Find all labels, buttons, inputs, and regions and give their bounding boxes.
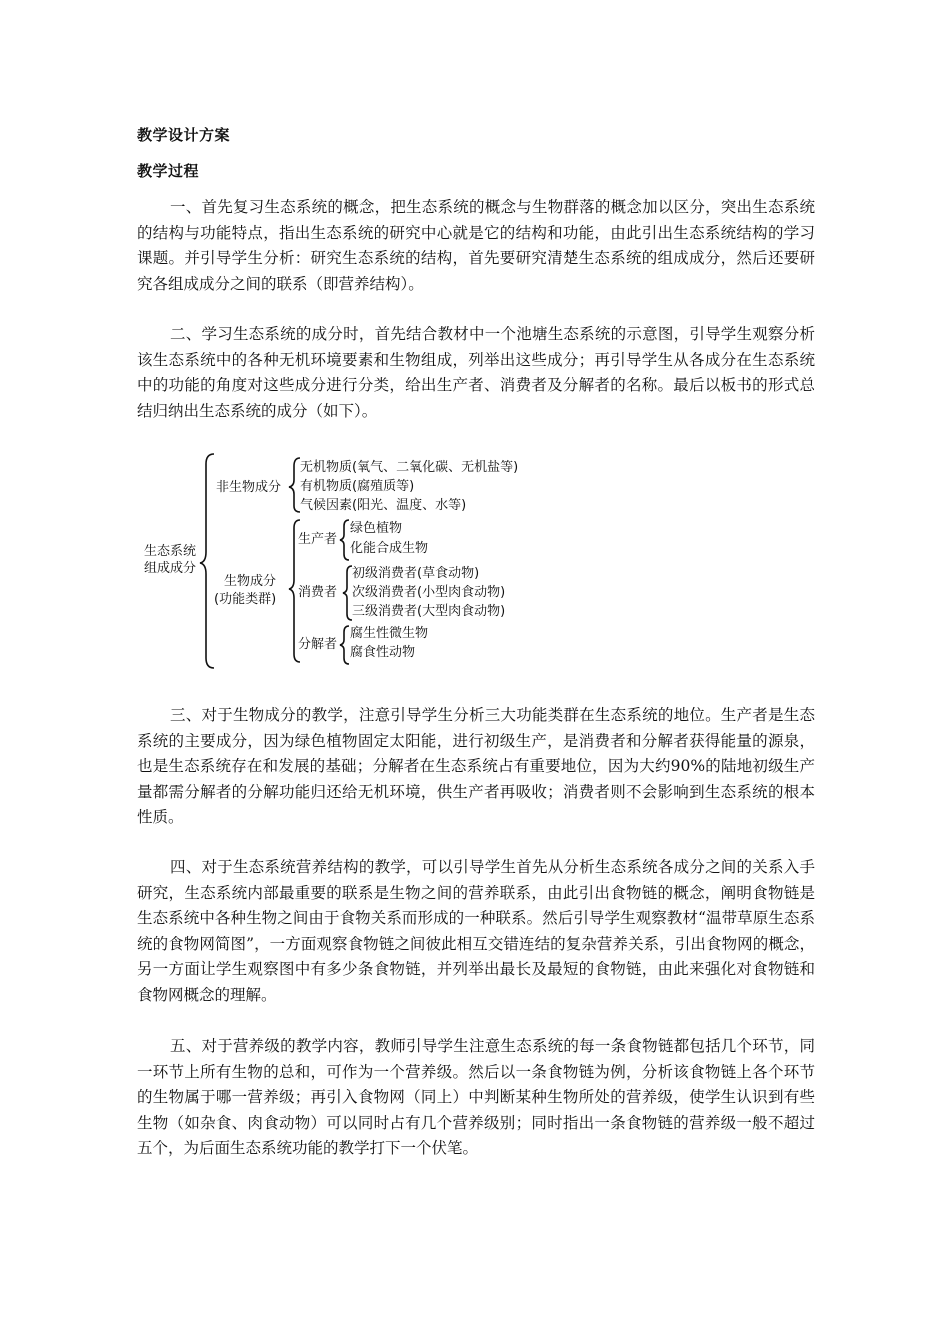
abiotic-item: 有机物质(腐殖质等): [300, 479, 415, 494]
document-title: 教学设计方案: [137, 126, 231, 144]
paragraph-3: 三、对于生物成分的教学，注意引导学生分析三大功能类群在生态系统的地位。生产者是生态系统的主要成分，因为绿色植物固定太阳能，进行初级生产，是消费者和分解者获得能量的源泉，也是生态系统存在和发展的基础；分解者在生态系统占有重要地位，因为大约90%的陆地初级生产量都需分解者的分解功能归还给无机环境，供生产者再吸收；消费者则不会影响到生态系统的根本性质。: [137, 706, 815, 826]
consumer-item: 三级消费者(大型肉食动物): [352, 604, 506, 619]
paragraph-5: 五、对于营养级的教学内容，教师引导学生注意生态系统的每一条食物链都包括几个环节，同一环节上所有生物的总和，可作为一个营养级。然后以一条食物链为例，分析该食物链上各个环节的生物属于哪一营养级；再引入食物网（同上）中判断某种生物所处的营养级，使学生认识到有些生物（如杂食、肉食动物）可以同时占有几个营养级别；同时指出一条食物链的营养级一般不超过五个，为后面生态系统功能的教学打下一个伏笔。: [137, 1037, 815, 1157]
biotic-label-2: (功能类群): [214, 592, 277, 607]
producer-brace: [340, 520, 349, 560]
diagram-braces: [130, 440, 570, 680]
root-label-1: 生态系统: [144, 544, 197, 559]
producer-item: 绿色植物: [350, 521, 403, 536]
root-label-2: 组成成分: [144, 561, 197, 576]
producer-item: 化能合成生物: [350, 541, 429, 556]
paragraph-2: 二、学习生态系统的成分时，首先结合教材中一个池塘生态系统的示意图，引导学生观察分析该生态系统中的各种无机环境要素和生物组成，列举出这些成分；再引导学生从各成分在生态系统中的功能的角度对这些成分进行分类，给出生产者、消费者及分解者的名称。最后以板书的形式总结归纳出生态系统的成分（如下）。: [137, 325, 815, 420]
abiotic-label: 非生物成分: [216, 480, 282, 495]
main-brace: [200, 454, 214, 668]
section-heading: 教学过程: [137, 162, 200, 180]
decomposer-item: 腐生性微生物: [350, 626, 429, 641]
consumer-item: 初级消费者(草食动物): [352, 566, 480, 581]
decomposer-label: 分解者: [298, 637, 338, 652]
ecosystem-components-diagram: [130, 440, 570, 680]
abiotic-item: 无机物质(氧气、二氧化碳、无机盐等): [300, 460, 519, 475]
consumer-label: 消费者: [298, 585, 338, 600]
paragraph-4: 四、对于生态系统营养结构的教学，可以引导学生首先从分析生态系统各成分之间的关系入手研究，生态系统内部最重要的联系是生物之间的营养联系，由此引出食物链的概念，阐明食物链是生态系统中各种生物之间由于食物关系而形成的一种联系。然后引导学生观察教材“温带草原生态系统的食物网简图”，一方面观察食物链之间彼此相互交错连结的复杂营养关系，引出食物网的概念，另一方面让学生观察图中有多少条食物链，并列举出最长及最短的食物链，由此来强化对食物链和食物网概念的理解。: [137, 858, 815, 1004]
paragraph-1: 一、首先复习生态系统的概念，把生态系统的概念与生物群落的概念加以区分，突出生态系统的结构与功能特点，指出生态系统的研究中心就是它的结构和功能，由此引出生态系统结构的学习课题。并引导学生分析：研究生态系统的结构，首先要研究清楚生态系统的组成成分，然后还要研究各组成成分之间的联系（即营养结构）。: [137, 198, 815, 293]
decomposer-item: 腐食性动物: [350, 645, 416, 660]
biotic-label-1: 生物成分: [224, 574, 277, 589]
decomposer-brace: [340, 626, 349, 664]
abiotic-item: 气候因素(阳光、温度、水等): [300, 498, 467, 513]
abiotic-brace: [289, 458, 300, 512]
producer-label: 生产者: [298, 532, 338, 547]
consumer-item: 次级消费者(小型肉食动物): [352, 585, 506, 600]
consumer-brace: [343, 566, 352, 620]
